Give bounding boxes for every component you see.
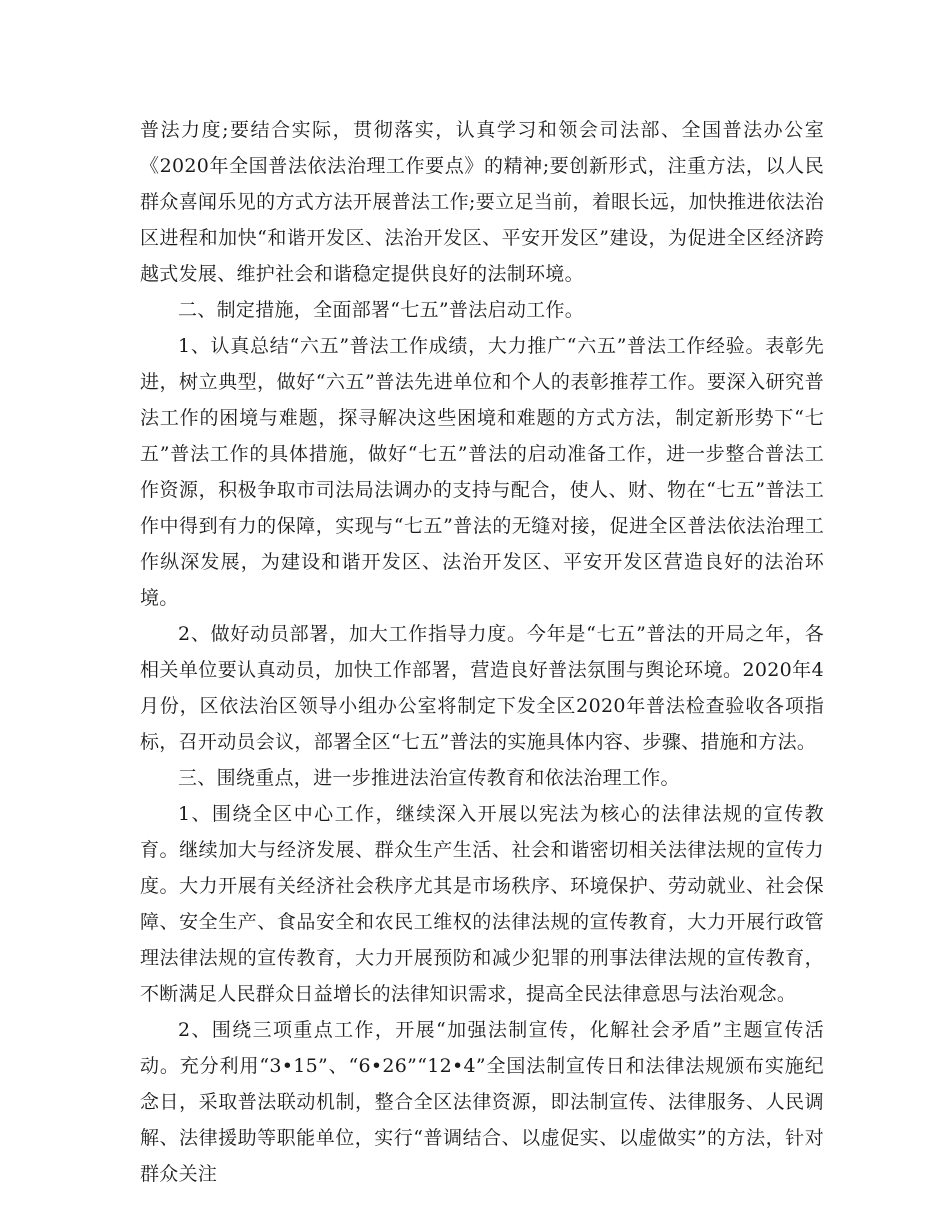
paragraph: 普法力度;要结合实际，贯彻落实，认真学习和领会司法部、全国普法办公室《2020年全国普法依法治理工作要点》的精神;要创新形式，注重方法，以人民群众喜闻乐见的方式方法开展普法工作;要立足当前，着眼长远，加快推进依法治区进程和加快“和谐开发区、法治开发区、平安开发区”建设，为促进全区经济跨越式发展、维护社会和谐稳定提供良好的法制环境。 bbox=[140, 119, 824, 285]
paragraph: 1、认真总结“六五”普法工作成绩，大力推广“六五”普法工作经验。表彰先进，树立典型，做好“六五”普法先进单位和个人的表彰推荐工作。要深入研究普法工作的困境与难题，探寻解决这些困境和难题的方式方法，制定新形势下“七五”普法工作的具体措施，做好“七五”普法的启动准备工作，进一步整合普法工作资源，积极争取市司法局法调办的支持与配合，使人、财、物在“七五”普法工作中得到有力的保障，实现与“七五”普法的无缝对接，促进全区普法依法治理工作纵深发展，为建设和谐开发区、法治开发区、平安开发区营造良好的法治环境。 bbox=[140, 335, 824, 609]
paragraph: 2、做好动员部署，加大工作指导力度。今年是“七五”普法的开局之年，各相关单位要认真动员，加快工作部署，营造良好普法氛围与舆论环境。2020年4月份，区依法治区领导小组办公室将制定下发全区2020年普法检查验收各项指标，召开动员会议，部署全区“七五”普法的实施具体内容、步骤、措施和方法。 bbox=[140, 623, 824, 753]
paragraph: 2、围绕三项重点工作，开展“加强法制宣传，化解社会矛盾”主题宣传活动。充分利用“3•15”、“6•26”“12•4”全国法制宣传日和法律法规颁布实施纪念日，采取普法联动机制，整合全区法律资源，即法制宣传、法律服务、人民调解、法律援助等职能单位，实行“普调结合、以虚促实、以虚做实”的方法，针对群众关注 bbox=[140, 1019, 824, 1185]
paragraph: 1、围绕全区中心工作，继续深入开展以宪法为核心的法律法规的宣传教育。继续加大与经济发展、群众生产生活、社会和谐密切相关法律法规的宣传力度。大力开展有关经济社会秩序尤其是市场秩序、环境保护、劳动就业、社会保障、安全生产、食品安全和农民工维权的法律法规的宣传教育，大力开展行政管理法律法规的宣传教育，大力开展预防和减少犯罪的刑事法律法规的宣传教育，不断满足人民群众日益增长的法律知识需求，提高全民法律意思与法治观念。 bbox=[140, 803, 824, 1005]
section-heading-three: 三、围绕重点，进一步推进法治宣传教育和依法治理工作。 bbox=[178, 767, 680, 789]
section-heading-two: 二、制定措施，全面部署“七五”普法启动工作。 bbox=[178, 299, 585, 321]
document-body bbox=[140, 112, 824, 1192]
